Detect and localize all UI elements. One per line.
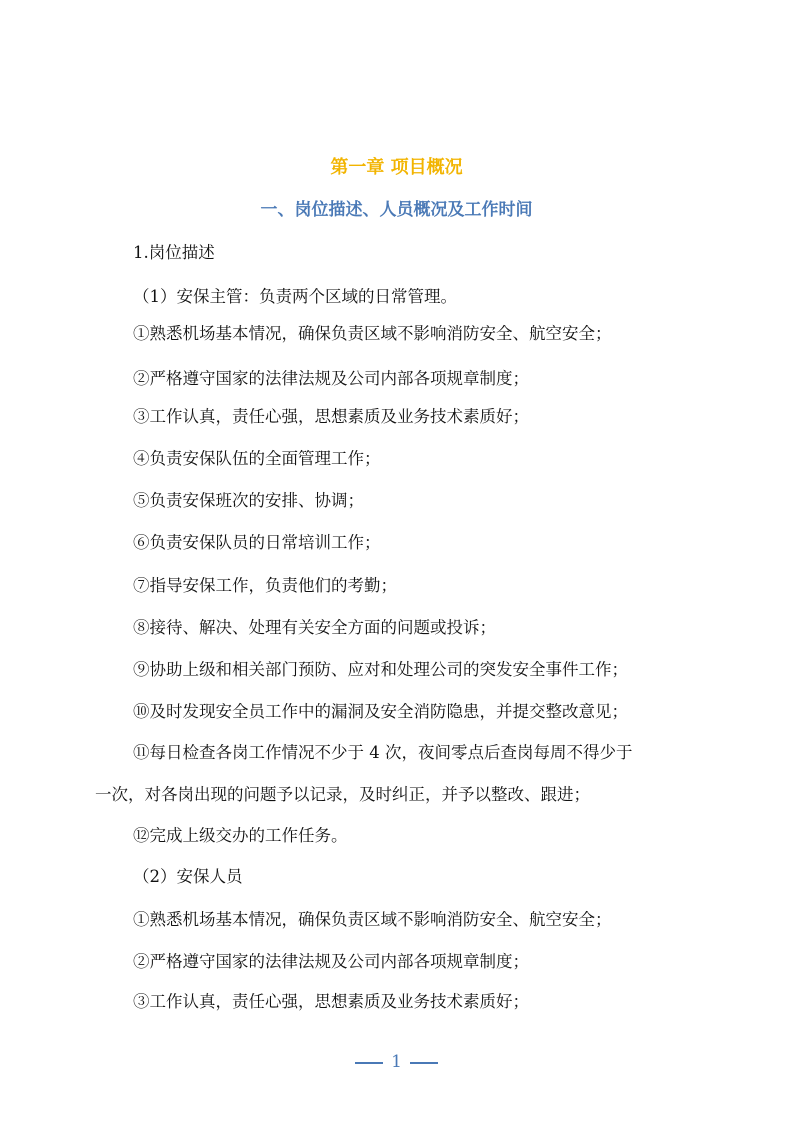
duty-item: ⑥负责安保队员的日常培训工作；: [133, 533, 381, 552]
footer-dash-right: [410, 1062, 438, 1064]
subheading-supervisor: （1）安保主管：负责两个区域的日常管理。: [133, 287, 457, 306]
duty-item: ⑤负责安保班次的安排、协调；: [133, 491, 364, 510]
paragraph-heading: 1.岗位描述: [133, 243, 215, 262]
duty-item: ⑩及时发现安全员工作中的漏洞及安全消防隐患，并提交整改意见；: [133, 702, 628, 721]
section-title: 一、岗位描述、人员概况及工作时间: [260, 200, 533, 220]
duty-item: ②严格遵守国家的法律法规及公司内部各项规章制度；: [133, 952, 529, 971]
duty-item: ②严格遵守国家的法律法规及公司内部各项规章制度；: [133, 369, 529, 388]
duty-item: ⑦指导安保工作，负责他们的考勤；: [133, 576, 397, 595]
duty-item: ①熟悉机场基本情况，确保负责区域不影响消防安全、航空安全；: [133, 324, 612, 343]
duty-item: ⑫完成上级交办的工作任务。: [133, 826, 348, 845]
duty-item: ③工作认真，责任心强，思想素质及业务技术素质好；: [133, 407, 529, 426]
duty-item: ⑨协助上级和相关部门预防、应对和处理公司的突发安全事件工作；: [133, 660, 628, 679]
duty-item: ④负责安保队伍的全面管理工作；: [133, 449, 381, 468]
page-footer: [0, 1050, 793, 1074]
duty-item: ①熟悉机场基本情况，确保负责区域不影响消防安全、航空安全；: [133, 910, 612, 929]
chapter-title: 第一章 项目概况: [330, 157, 463, 178]
duty-item-continued: 一次，对各岗出现的问题予以记录，及时纠正，并予以整改、跟进；: [95, 785, 590, 804]
subheading-security-staff: （2）安保人员: [133, 867, 243, 886]
duty-item: ③工作认真，责任心强，思想素质及业务技术素质好；: [133, 992, 529, 1011]
page-number: 1: [391, 1052, 402, 1072]
footer-dash-left: [355, 1062, 383, 1064]
duty-item: ⑧接待、解决、处理有关安全方面的问题或投诉；: [133, 618, 496, 637]
duty-item: ⑪每日检查各岗工作情况不少于 4 次，夜间零点后查岗每周不得少于: [133, 743, 633, 762]
